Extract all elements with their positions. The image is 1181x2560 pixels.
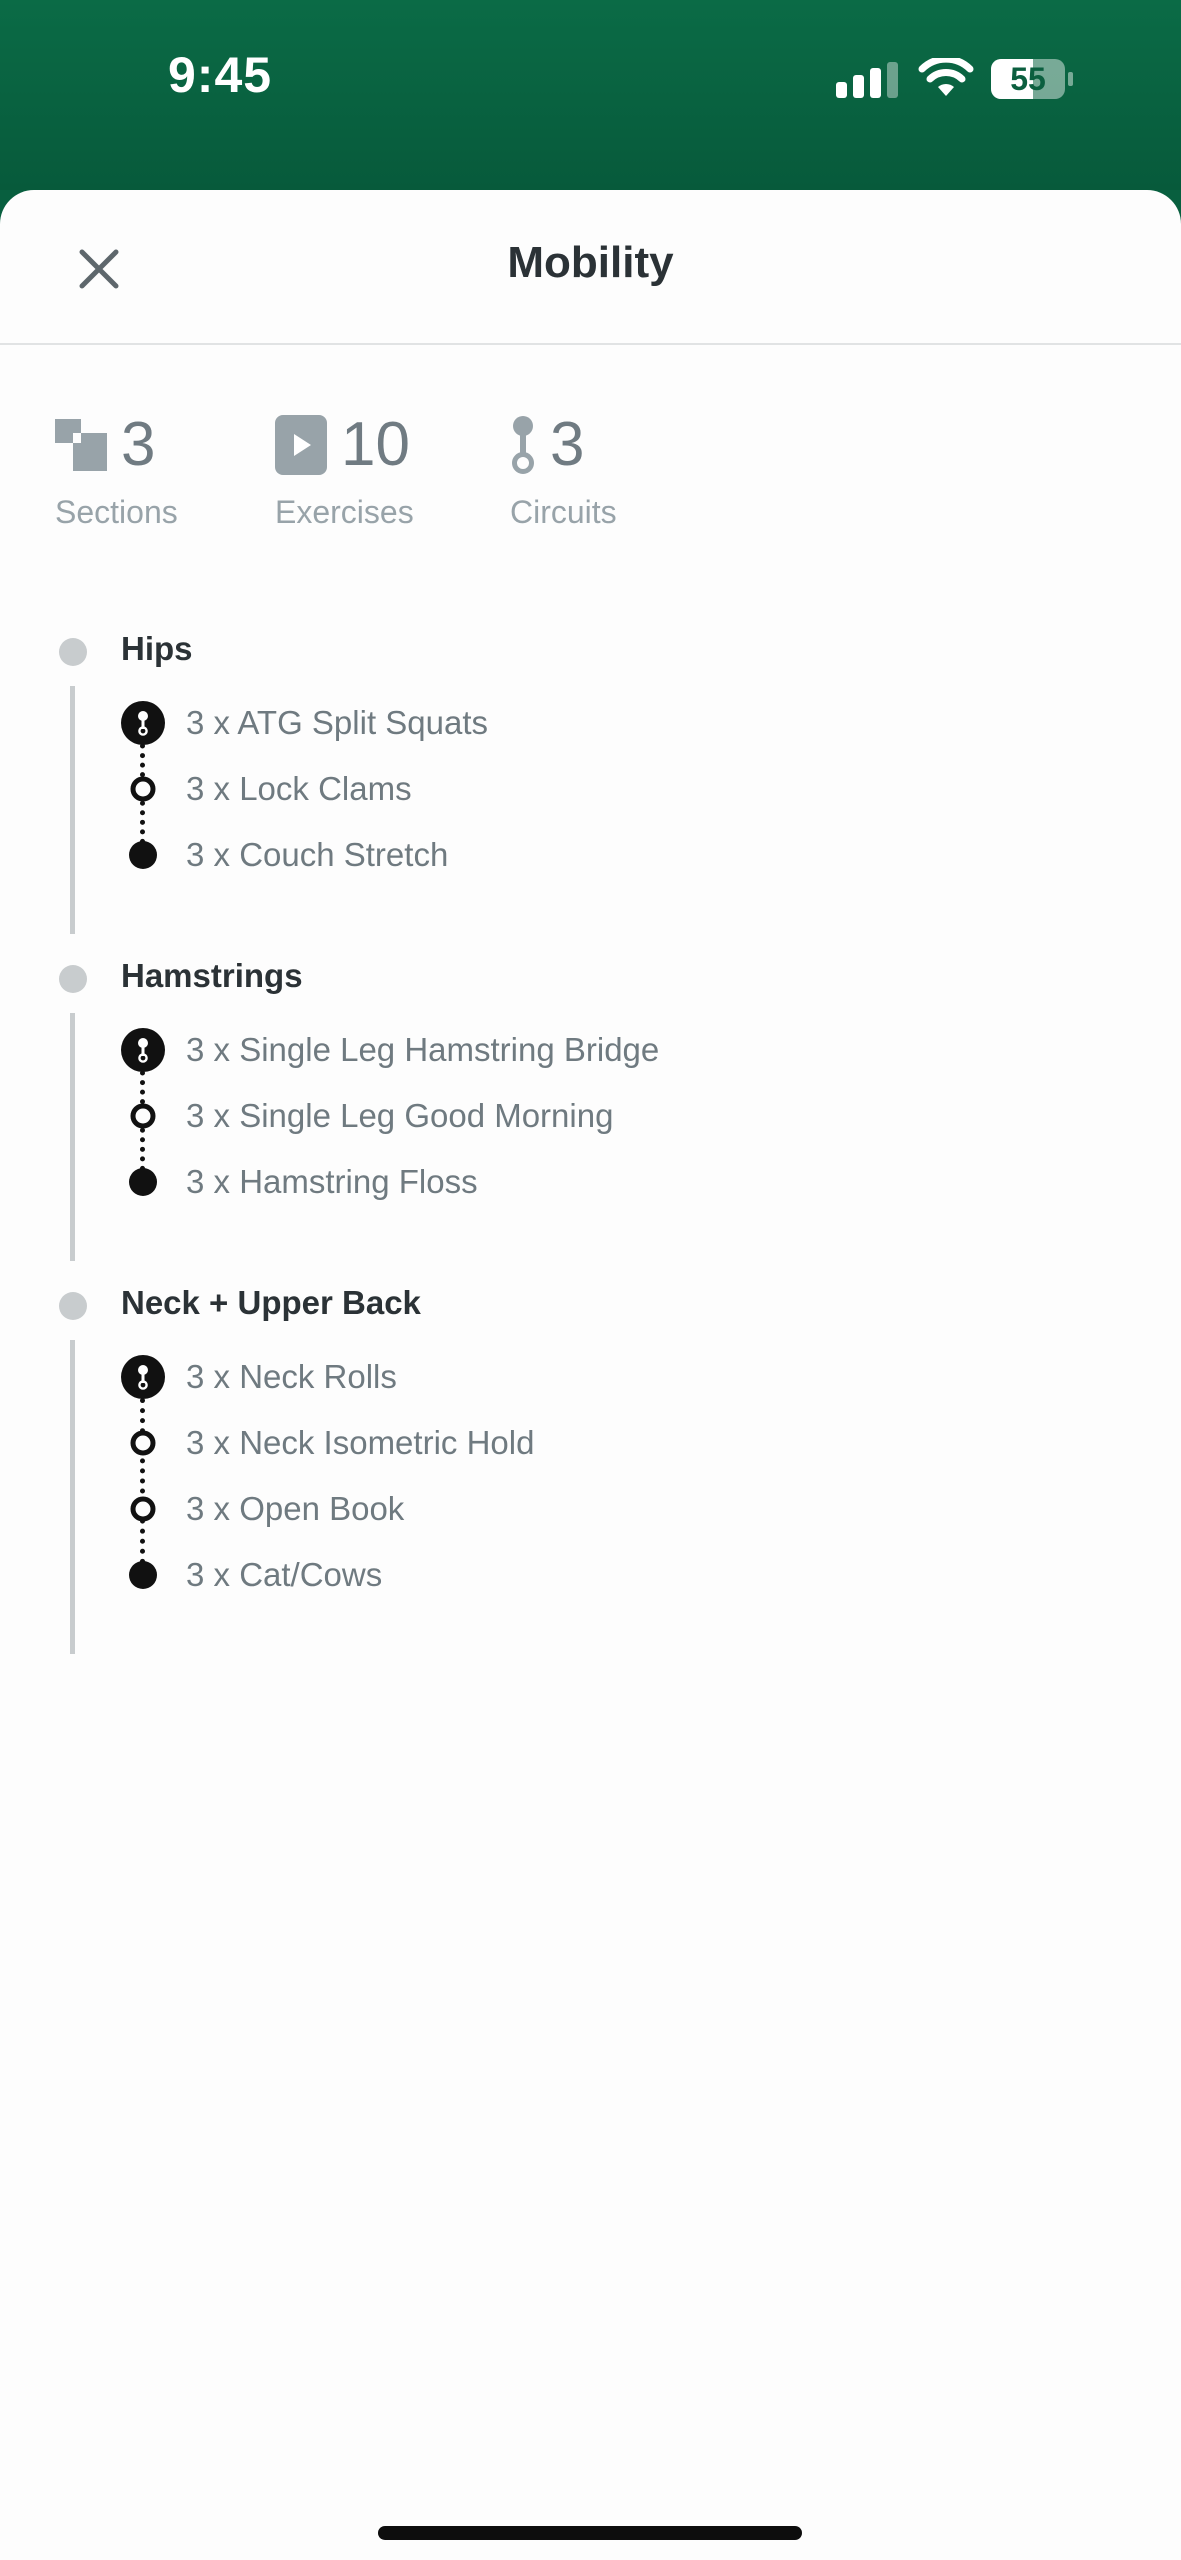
section-dot (59, 1292, 87, 1320)
exercise-item[interactable] (120, 766, 1020, 812)
circuit-start-icon (120, 1027, 166, 1073)
exercises-count: 10 (341, 410, 410, 479)
stat-circuits (510, 412, 617, 531)
exercise-item[interactable] (120, 1486, 1020, 1532)
stat-sections (55, 412, 178, 531)
cellular-signal-icon (836, 62, 898, 98)
circuits-label: Circuits (510, 494, 617, 530)
exercise-name: 3 x Single Leg Hamstring Bridge (186, 1031, 660, 1068)
status-time: 9:45 (168, 47, 273, 103)
exercise-name: 3 x Cat/Cows (186, 1556, 383, 1593)
exercise-name: 3 x Open Book (186, 1490, 405, 1527)
sections-icon (55, 419, 107, 471)
stat-exercises (275, 412, 414, 531)
exercises-label: Exercises (275, 494, 414, 530)
status-bar (0, 0, 1181, 190)
play-video-icon (275, 415, 327, 475)
exercise-item[interactable] (120, 1420, 1020, 1466)
circuit-icon (510, 415, 536, 475)
circuit-middle-icon (120, 1093, 166, 1139)
exercise-item[interactable] (120, 1354, 1020, 1400)
circuits-count: 3 (550, 410, 585, 479)
circuit-start-icon (120, 700, 166, 746)
section-timeline (70, 1340, 75, 1654)
exercise-name: 3 x Neck Isometric Hold (186, 1424, 535, 1461)
sections-label: Sections (55, 494, 178, 530)
section-timeline (70, 686, 75, 934)
sections-count: 3 (121, 410, 156, 479)
exercise-name: 3 x Lock Clams (186, 770, 412, 807)
section-dot (59, 965, 87, 993)
exercise-name: 3 x ATG Split Squats (186, 704, 489, 741)
circuit-connector (140, 1388, 145, 1564)
home-indicator[interactable] (378, 2526, 802, 2540)
exercise-name: 3 x Hamstring Floss (186, 1163, 478, 1200)
exercise-name: 3 x Couch Stretch (186, 836, 449, 873)
sheet-header (0, 190, 1181, 345)
exercise-name: 3 x Neck Rolls (186, 1358, 397, 1395)
circuit-middle-icon (120, 766, 166, 812)
exercise-item[interactable] (120, 1552, 1020, 1598)
wifi-icon (918, 58, 974, 98)
workout-sheet (0, 190, 1181, 2560)
exercise-item[interactable] (120, 1159, 1020, 1205)
battery-level: 55 (1010, 61, 1046, 97)
section-title[interactable]: Hips (121, 630, 193, 667)
exercise-name: 3 x Single Leg Good Morning (186, 1097, 614, 1134)
exercise-item[interactable] (120, 700, 1020, 746)
exercise-item[interactable] (120, 1027, 1020, 1073)
exercise-item[interactable] (120, 832, 1020, 878)
section-timeline (70, 1013, 75, 1261)
circuit-start-icon (120, 1354, 166, 1400)
section-title[interactable]: Neck + Upper Back (121, 1284, 421, 1321)
circuit-middle-icon (120, 1420, 166, 1466)
exercise-item[interactable] (120, 1093, 1020, 1139)
circuit-end-icon (120, 1159, 166, 1205)
page-title: Mobility (507, 238, 674, 287)
section-title[interactable]: Hamstrings (121, 957, 303, 994)
section-dot (59, 638, 87, 666)
circuit-middle-icon (120, 1486, 166, 1532)
circuit-end-icon (120, 832, 166, 878)
circuit-end-icon (120, 1552, 166, 1598)
